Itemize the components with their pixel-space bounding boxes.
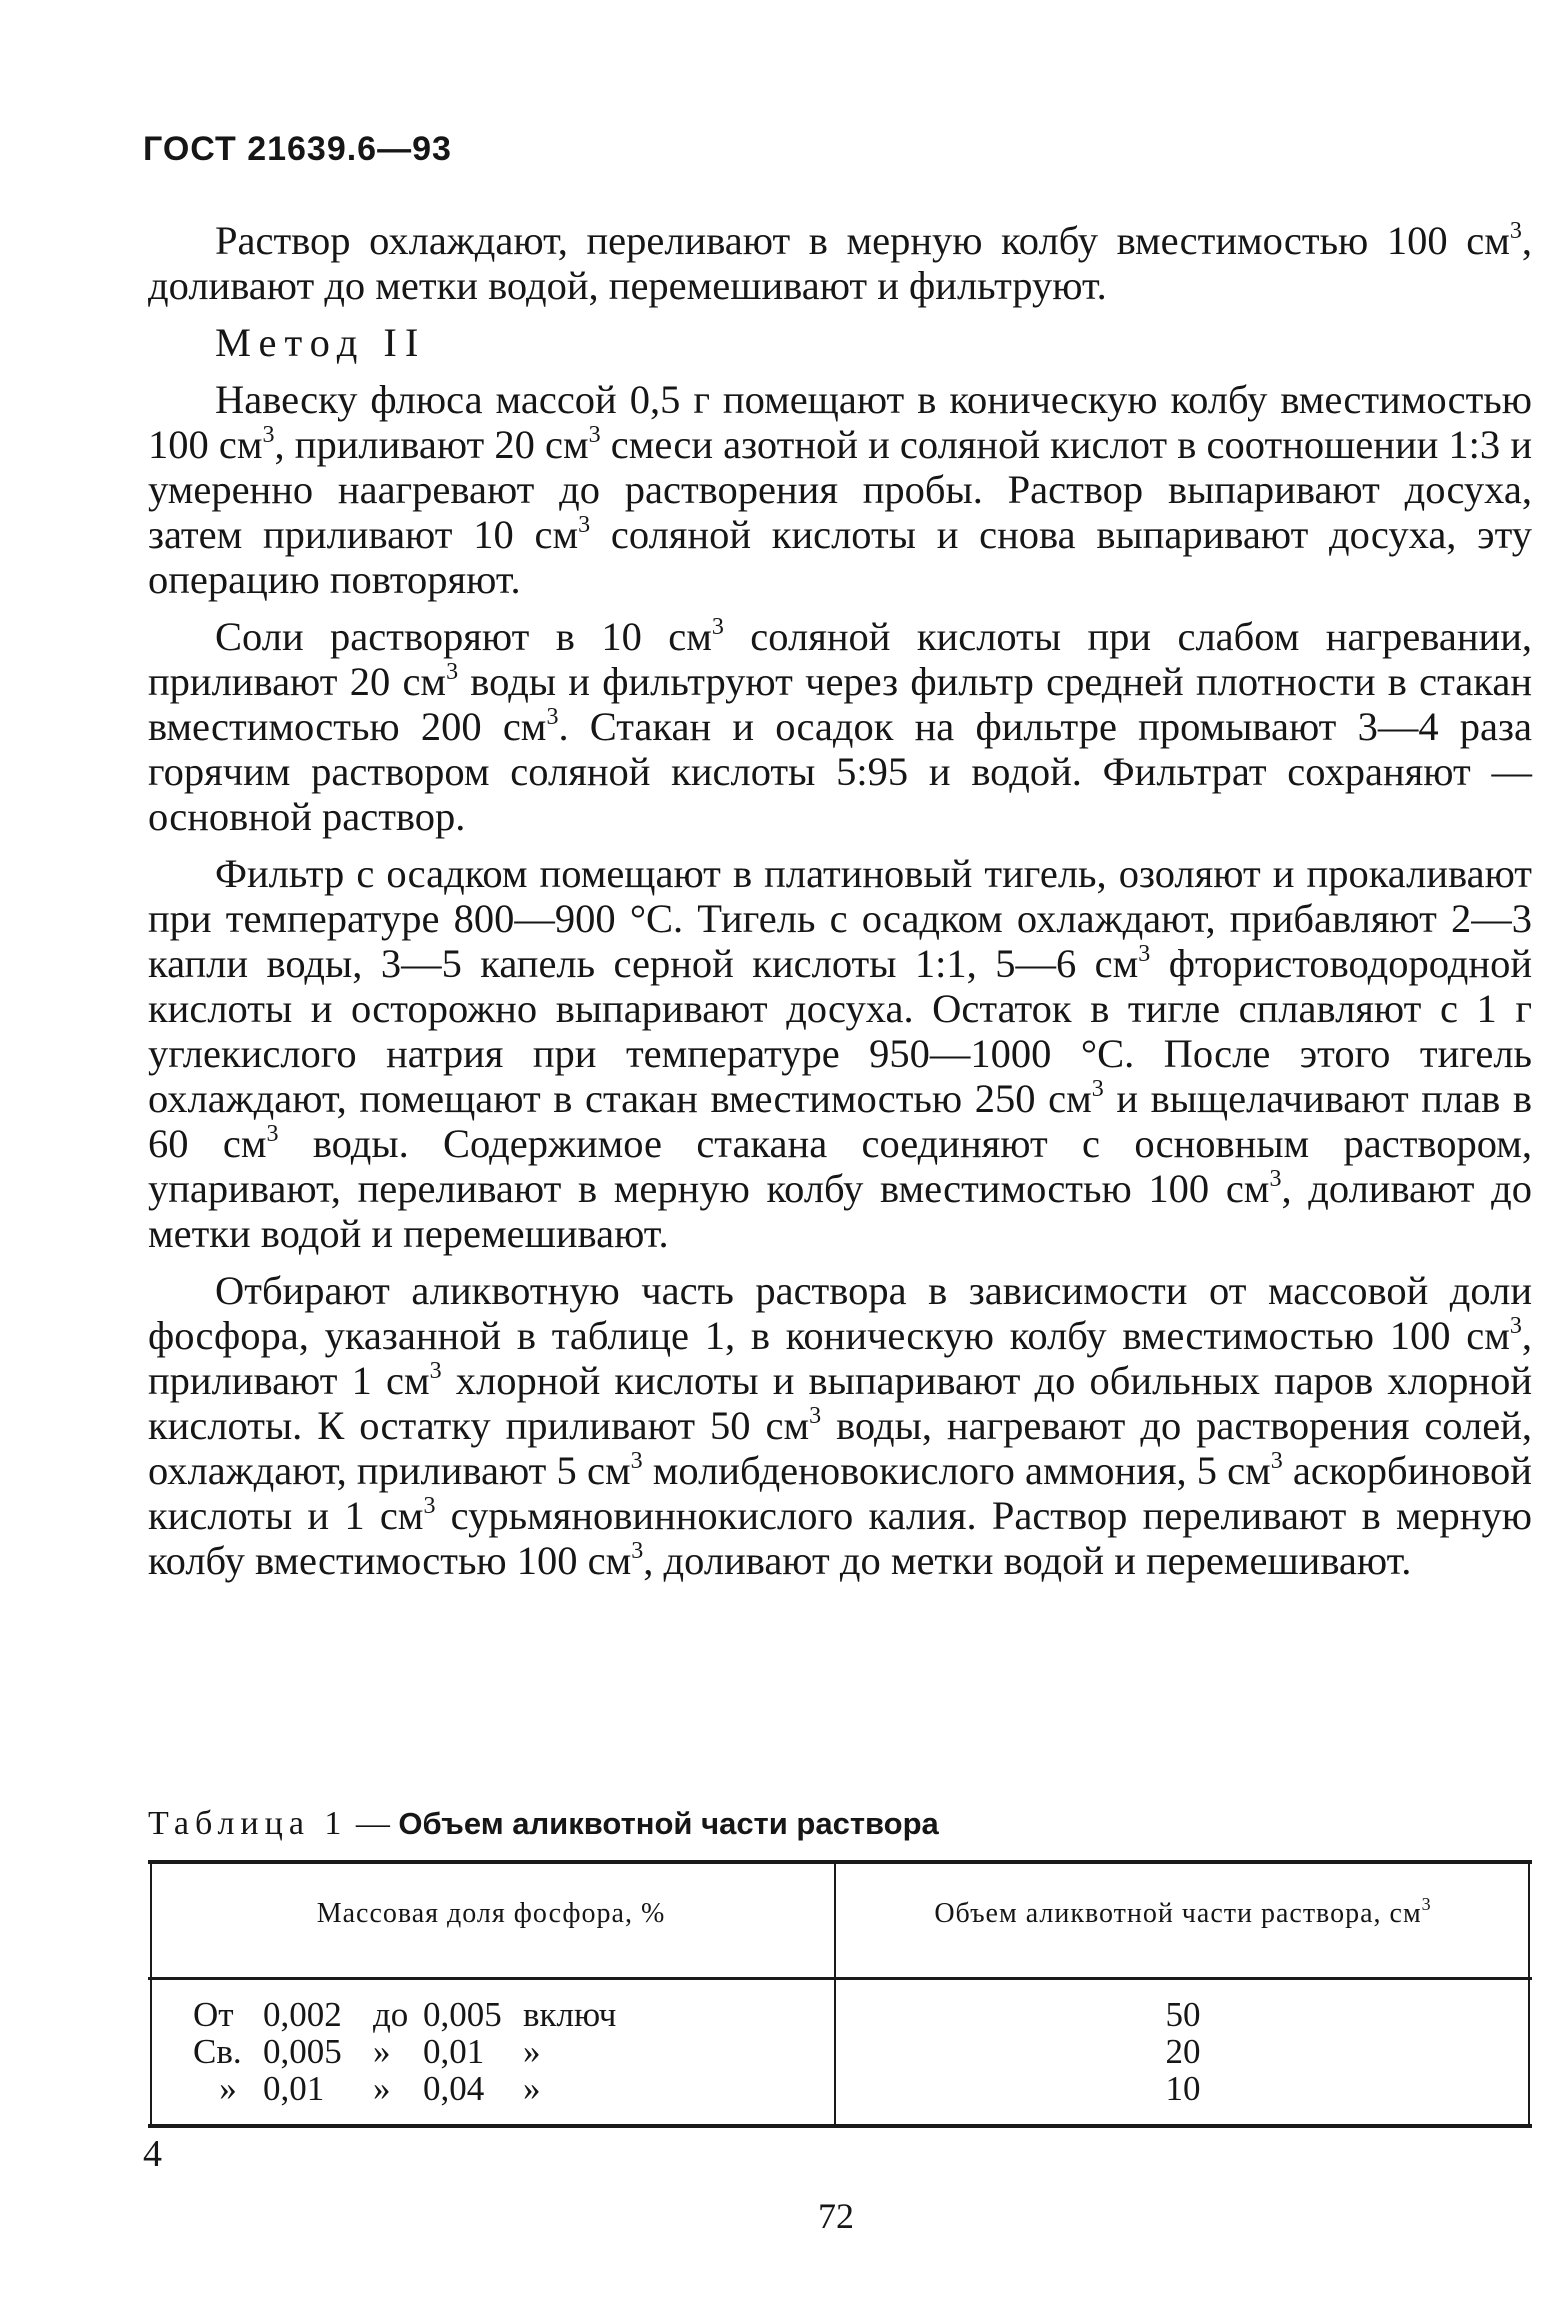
body-text (148, 218, 1532, 1595)
footer-section-number: 4 (143, 2133, 162, 2175)
table-row: » 0,01 » 0,04 » (219, 2069, 541, 2108)
table-volumes-column (834, 1996, 1532, 2107)
paragraph-2: Навеску флюса массой 0,5 г помещают в коническую колбу вместимостью 100 $см^3$, приливают 20 $см^3$ смеси азотной и соляной кислот в соотношении 1:3 и умеренно наагревают до растворения пробы. Раствор выпаривают досуха, затем приливают 10 $см^3$ соляной кислоты и снова выпаривают досуха, эту операцию повторяют. (148, 377, 1533, 602)
table-top-rule (148, 1860, 1532, 1864)
document-code: ГОСТ 21639.6—93 (143, 130, 452, 168)
table-row: От 0,002 до 0,005 включ (193, 1995, 617, 2034)
table-caption-dash: — (347, 1805, 399, 1842)
table-row: Св. 0,005 » 0,01 » (193, 2032, 541, 2071)
paragraph-4: Фильтр с осадком помещают в платиновый тигель, озоляют и прокаливают при температуре 800—900 °С. Тигель с осадком охлаждают, прибавляют 2—3 капли воды, 3—5 капель серной кислоты 1:1, 5—6 $см^3$ фтористоводородной кислоты и осторожно выпаривают досуха. Остаток в тигле сплавляют с 1 г углекислого натрия при температуре 950—1000 °С. После этого тигель охлаждают, помещают в стакан вместимостью 250 $см^3$ и выщелачивают плав в 60 $см^3$ воды. Содержимое стакана соединяют с основным раствором, упаривают, переливают в мерную колбу вместимостью 100 $см^3$, доливают до метки водой и перемешивают. (148, 851, 1533, 1256)
page-number: 72 (818, 2196, 854, 2236)
table-header-volume: Объем аликвотной части раствора, $см^3$ (934, 1894, 1432, 1929)
paragraph-5: Отбирают аликвотную часть раствора в зависимости от массовой доли фосфора, указанной в таблице 1, в коническую колбу вместимостью 100 $см^3$, приливают 1 $см^3$ хлорной кислоты и выпаривают до обильных паров хлорной кислоты. К остатку приливают 50 $см^3$ воды, нагревают до растворения солей, охлаждают, приливают 5 $см^3$ молибденовокислого аммония, 5 $см^3$ аскорбиновой кислоты и 1 $см^3$ сурьмяновиннокислого калия. Раствор переливают в мерную колбу вместимостью 100 $см^3$, доливают до метки водой и перемешивают. (148, 1268, 1533, 1583)
table-ranges-column (193, 1996, 616, 2107)
table-volume-value: 10 (1165, 2069, 1201, 2108)
paragraph-1: Раствор охлаждают, переливают в мерную колбу вместимостью 100 $см^3$, доливают до метки водой, перемешивают и фильтруют. (148, 218, 1532, 308)
table-label: Таблица 1 (148, 1805, 348, 1842)
aliquot-table (148, 1860, 1532, 2128)
table-caption (148, 1805, 939, 1843)
table-volume-value: 20 (1165, 2032, 1201, 2071)
table-header-rule (148, 1977, 1532, 1980)
table-bottom-rule (148, 2124, 1532, 2128)
table-volume-value: 50 (1165, 1995, 1201, 2034)
table-title: Объем аликвотной части раствора (398, 1806, 939, 1841)
paragraph-3: Соли растворяют в 10 $см^3$ соляной кислоты при слабом нагревании, приливают 20 $см^3$ воды и фильтруют через фильтр средней плотности в стакан вместимостью 200 $см^3$. Стакан и осадок на фильтре промывают 3—4 раза горячим раствором соляной кислоты 5:95 и водой. Фильтрат сохраняют — основной раствор. (148, 614, 1532, 839)
table-header-phosphorus: Массовая доля фосфора, % (316, 1898, 666, 1929)
method-heading: Метод II (215, 320, 427, 365)
